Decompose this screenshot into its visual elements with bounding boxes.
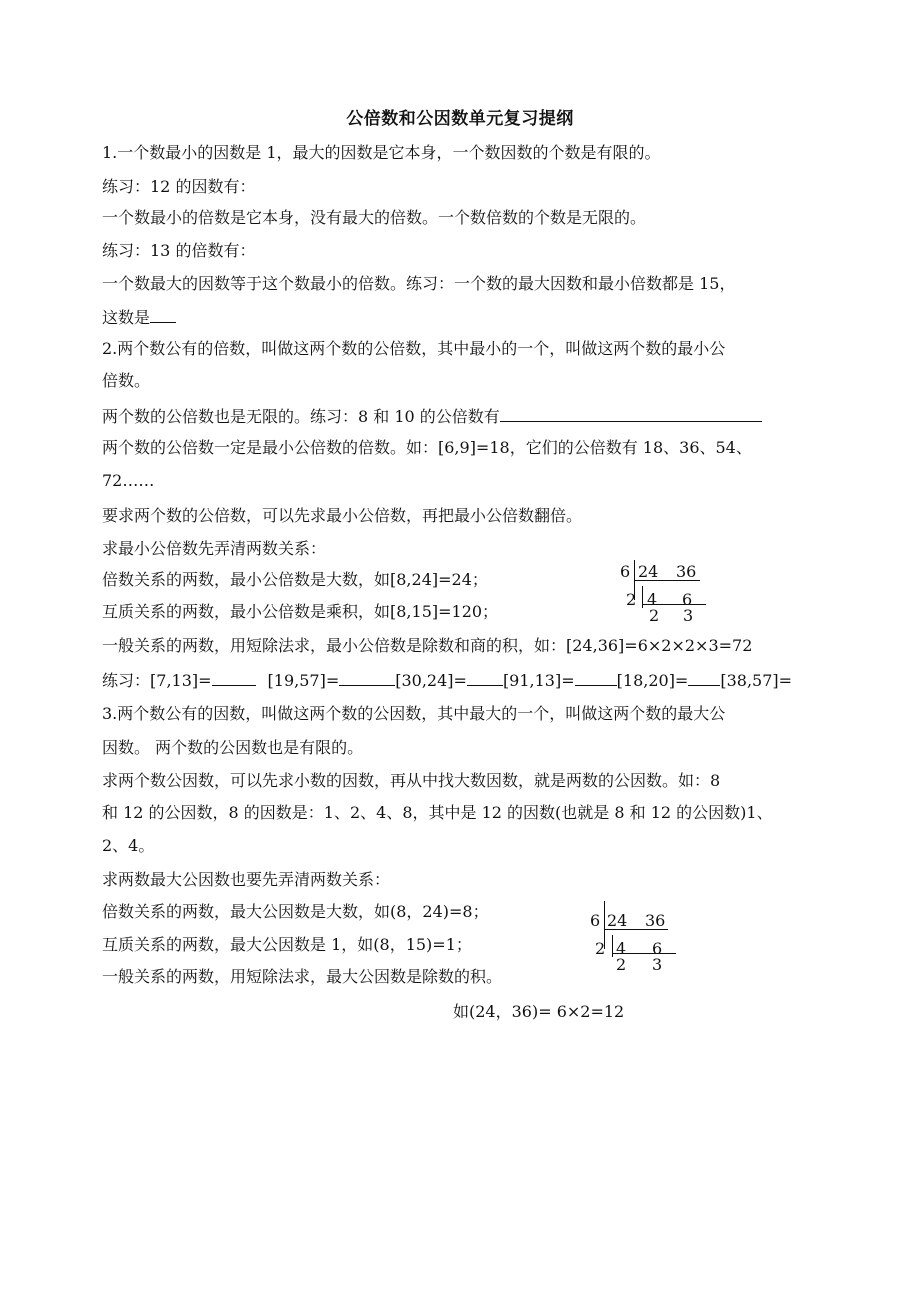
- quotient: 2: [649, 606, 660, 625]
- practice-item: [91,13]=: [502, 671, 575, 690]
- quotient: 4: [616, 939, 627, 958]
- practice-item: [7,13]=: [150, 671, 212, 690]
- division-line: [612, 953, 676, 954]
- text-line: 互质关系的两数，最小公倍数是乘积，如[8,15]=120；: [102, 602, 499, 621]
- dividend: 36: [645, 911, 666, 930]
- practice-item: [30,24]=: [395, 671, 467, 690]
- short-division-lcm: [620, 560, 720, 630]
- text-line: 2、4。: [102, 836, 155, 855]
- division-line: [642, 604, 706, 605]
- text-line-with-blank: [102, 305, 176, 329]
- answer-blank[interactable]: [339, 668, 395, 686]
- text-line-with-blank: [102, 404, 762, 428]
- divisor: 2: [595, 939, 606, 958]
- text-line: 一个数最大的因数等于这个数最小的倍数。练习：一个数的最大因数和最小倍数都是 15，: [102, 274, 736, 293]
- practice-line: [102, 668, 792, 692]
- practice-item: [19,57]=: [267, 671, 340, 690]
- practice-item: [18,20]=: [616, 671, 689, 690]
- text-line: 练习：12 的因数有：: [102, 177, 256, 196]
- text-line: 如(24，36)= 6×2=12: [453, 1002, 625, 1021]
- division-line: [604, 929, 668, 930]
- text-line: 2.两个数公有的倍数，叫做这两个数的公倍数，其中最小的一个，叫做这两个数的最小公: [102, 339, 726, 358]
- dividend: 24: [607, 911, 628, 930]
- short-division-gcd: [590, 909, 690, 979]
- text-fragment: 两个数的公倍数也是无限的。练习：8 和 10 的公倍数有: [102, 407, 500, 426]
- text-line: 倍数关系的两数，最小公倍数是大数，如[8,24]=24；: [102, 570, 488, 589]
- answer-blank[interactable]: [467, 668, 503, 686]
- text-line: 3.两个数公有的因数，叫做这两个数的公因数，其中最大的一个，叫做这两个数的最大公: [102, 704, 726, 723]
- text-fragment: 这数是: [102, 308, 151, 327]
- text-line: 练习：13 的倍数有：: [102, 241, 256, 260]
- dividend: 24: [638, 562, 659, 581]
- text-line: 求最小公倍数先弄清两数关系：: [102, 539, 327, 558]
- dividend: 36: [676, 562, 697, 581]
- text-line: 求两数最大公因数也要先弄清两数关系：: [102, 870, 391, 889]
- answer-blank[interactable]: [575, 668, 617, 686]
- division-line: [634, 580, 700, 581]
- answer-blank[interactable]: [688, 668, 720, 686]
- text-line: 72……: [102, 471, 155, 490]
- divisor: 2: [626, 590, 637, 609]
- quotient: 6: [652, 939, 663, 958]
- text-line: 一般关系的两数，用短除法求，最大公因数是除数的积。: [102, 967, 503, 986]
- text-line: 一个数最小的倍数是它本身，没有最大的倍数。一个数倍数的个数是无限的。: [102, 208, 647, 227]
- answer-blank[interactable]: [500, 404, 762, 422]
- divisor: 6: [590, 911, 601, 930]
- text-line: 互质关系的两数，最大公因数是 1，如(8，15)=1；: [102, 935, 472, 954]
- document-title: 公倍数和公因数单元复习提纲: [346, 109, 574, 129]
- text-line: 倍数关系的两数，最大公因数是大数，如(8，24)=8；: [102, 902, 489, 921]
- text-line: 要求两个数的公倍数，可以先求最小公倍数，再把最小公倍数翻倍。: [102, 506, 583, 525]
- quotient: 6: [682, 590, 693, 609]
- text-line: 求两个数公因数，可以先求小数的因数，再从中找大数因数，就是两数的公因数。如：8: [102, 771, 721, 790]
- divisor: 6: [620, 562, 631, 581]
- practice-item: [38,57]=: [720, 671, 793, 690]
- answer-blank[interactable]: [150, 305, 176, 323]
- quotient: 3: [683, 606, 694, 625]
- quotient: 4: [647, 590, 658, 609]
- text-line: 和 12 的公因数，8 的因数是：1、2、4、8，其中是 12 的因数(也就是 8 和 12 的公因数)1、: [102, 803, 773, 822]
- text-line: 两个数的公倍数一定是最小公倍数的倍数。如：[6,9]=18，它们的公倍数有 18、36、54、: [102, 438, 752, 457]
- text-line: 一般关系的两数，用短除法求，最小公倍数是除数和商的积，如：[24,36]=6×2×2×3=72: [102, 636, 753, 655]
- answer-blank[interactable]: [212, 668, 256, 686]
- quotient: 3: [652, 955, 663, 974]
- practice-label: 练习：: [102, 671, 151, 690]
- text-line: 1.一个数最小的因数是 1，最大的因数是它本身，一个数因数的个数是有限的。: [102, 143, 661, 162]
- text-line: 倍数。: [102, 371, 151, 390]
- text-line: 因数。 两个数的公因数也是有限的。: [102, 738, 364, 757]
- quotient: 2: [616, 955, 627, 974]
